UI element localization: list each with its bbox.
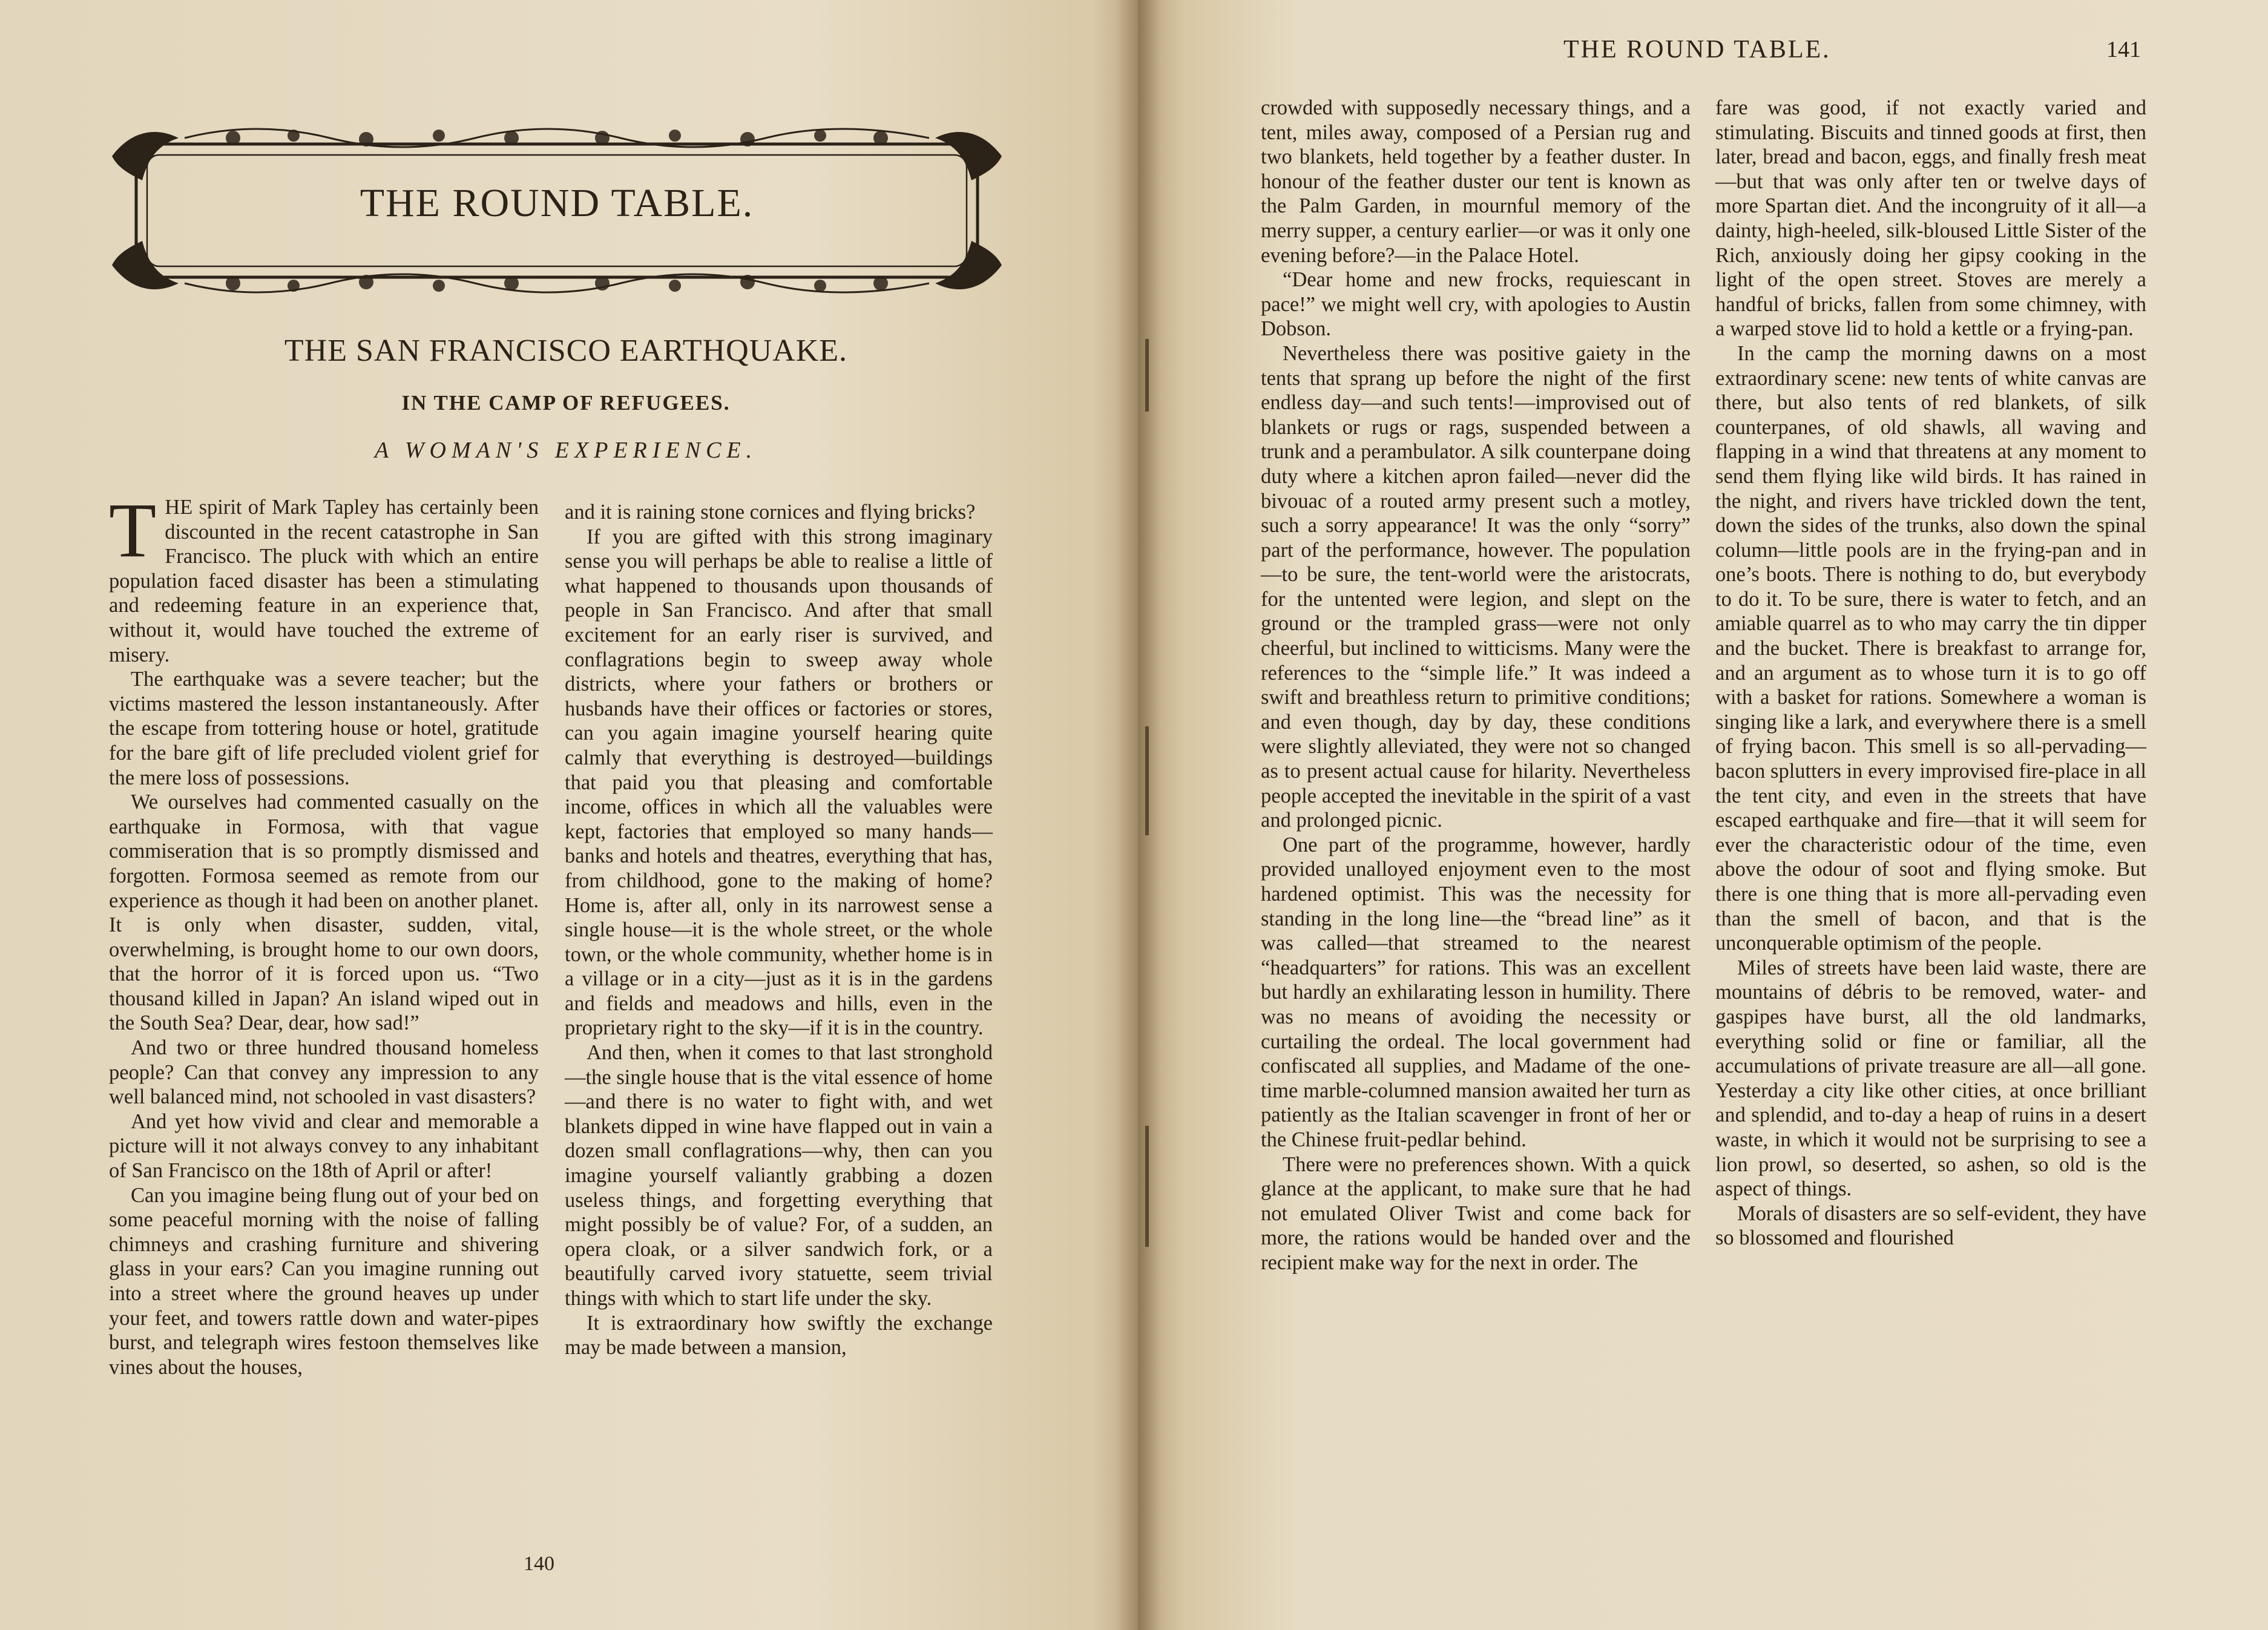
margin-mark	[1145, 1126, 1149, 1247]
page-number-right: 141	[2106, 37, 2141, 62]
paragraph: There were no preferences shown. With a quick glance at the applicant, to make sure that he had not emulated Oliver Twist and come back for more, the rations would be handed over and the recipient make way for the next in order. The	[1261, 1152, 1691, 1274]
article-headline: THE SAN FRANCISCO EARTHQUAKE.	[284, 334, 848, 368]
drop-cap: T	[109, 487, 157, 573]
article-byline: A WOMAN'S EXPERIENCE.	[374, 438, 758, 463]
right-column-1	[1261, 96, 1691, 1275]
paragraph: Miles of streets have been laid waste, there are mountains of débris to be removed, water- and gaspipes have burst, all the old landmarks, everything solid or fine or familiar, all the accumulations of private treasure are all—all gone. Yesterday a city like other cities, at once brilliant and splendid, and to-day a heap of ruins in a desert waste, in which it would not be surprising to see a lion prowl, so deserted, so ashen, so old is the aspect of things.	[1715, 956, 2146, 1201]
banner-title: THE ROUND TABLE.	[360, 181, 754, 225]
margin-mark	[1145, 726, 1149, 835]
margin-mark	[1145, 339, 1149, 412]
paragraph: If you are gifted with this strong imaginary sense you will perhaps be able to realise a little of what happened to thousands upon thousands of people in San Francisco. And after that small excitement for an early riser is survived, and conflagrations begin to sweep away whole districts, where your fathers or brothers or husbands have their offices or factories or stores, can you again imagine yourself hearing quite calmly that everything is destroyed—buildings that paid you that pleasing and comfortable income, offices in which all the valuables were kept, factories that employed so many hands—banks and hotels and theatres, everything that has, from childhood, gone to the making of home? Home is, after all, only in its narrowest sense a single house—it is the whole street, or the whole town, or the whole community, whether home is in a village or in a city—just as it is in the gardens and fields and meadows and hills, even in the proprietary right to the sky—if it is in the country.	[565, 525, 993, 1040]
paragraph: fare was good, if not exactly varied and stimulating. Biscuits and tinned goods at first, then later, bread and bacon, eggs, and finally fresh meat—but that was only after ten or twelve days of more Spartan diet. And the incongruity of it all—a dainty, high-heeled, silk-bloused Little Sister of the Rich, anxiously doing her gipsy cooking in the light of the open street. Stoves are merely a handful of bricks, fallen from some chimney, with a warped stove lid to hold a kettle or a frying-pan.	[1715, 96, 2146, 341]
paragraph: Morals of disasters are so self-evident, they have so blossomed and flourished	[1715, 1201, 2146, 1250]
article-subhead: IN THE CAMP OF REFUGEES.	[401, 391, 731, 415]
right-page	[1138, 0, 2268, 1630]
paragraph: And two or three hundred thousand homeless people? Can that convey any impression to any well balanced mind, not schooled in vast disasters?	[109, 1036, 539, 1109]
book-gutter	[1115, 0, 1161, 1630]
paragraph: “Dear home and new frocks, requiescant in pace!” we might well cry, with apologies to Austin Dobson.	[1261, 268, 1691, 341]
paragraph: Can you imagine being flung out of your bed on some peaceful morning with the noise of falling chimneys and crashing furniture and shivering glass in your ears? Can you imagine running out into a street where the ground heaves up under your feet, and towers rattle down and water-pipes burst, and telegraph wires festoon themselves like vines about the houses,	[109, 1183, 539, 1379]
paragraph: We ourselves had commented casually on the earthquake in Formosa, with that vague commiseration that is so promptly dismissed and forgotten. Formosa seemed as remote from our experience as though it had been on another planet. It is only when disaster, sudden, vital, overwhelming, is brought home to our own doors, that the horror of it is forced upon us. “Two thousand killed in Japan? An island wiped out in the South Sea? Dear, dear, how sad!”	[109, 790, 539, 1035]
title-banner	[112, 120, 1002, 301]
paragraph: The earthquake was a severe teacher; but the victims mastered the lesson instantaneously. After the escape from tottering house or hotel, gratitude for the bare gift of life precluded violent grief for the mere loss of possessions.	[109, 668, 539, 789]
paragraph: In the camp the morning dawns on a most extraordinary scene: new tents of white canvas are there, but also tents of red blankets, of silk counterpanes, of old shawls, all waving and flapping in a wind that threatens at any moment to send them flying like wild birds. It has rained in the night, and rivers have trickled down the tent, down the sides of the trunks, also down the spinal column—little pools are in the frying-pan and in one’s boots. There is nothing to do, but everybody to do it. To be sure, there is water to fetch, and an amiable quarrel as to who may carry the tin dipper and the bucket. There is breakfast to arrange for, and an argument as to whose turn it is to go off with a basket for rations. Somewhere a woman is singing like a lark, and everywhere there is a smell of frying bacon. This smell is so all-pervading—bacon splutters in every improvised fire-place in all the tent city, and even in the streets that have escaped earthquake and fire—that it will seem for ever the characteristic odour of the time, even above the odour of soot and flying smoke. But there is one thing that is more all-pervading even than the smell of bacon, and that is the unconquerable optimism of the people.	[1715, 341, 2146, 955]
paragraph: HE spirit of Mark Tapley has certainly been discounted in the recent catastrophe in San Francisco. The pluck with which an entire population faced disaster has been a stimulating and redeeming feature in an experience that, without it, would have touched the extreme of misery.	[109, 496, 539, 666]
paragraph: crowded with supposedly necessary things, and a tent, miles away, composed of a Persian rug and two blankets, held together by a feather duster. In honour of the feather duster our tent is known as the Palm Garden, in mournful memory of the merry supper, a century earlier—or was it only one evening before?—in the Palace Hotel.	[1261, 96, 1691, 267]
page-number-left: 140	[524, 1553, 554, 1575]
paragraph: And then, when it comes to that last stronghold—the single house that is the vital essence of home—and there is no water to fight with, and wet blankets dipped in wine have flapped out in vain a dozen small conflagrations—why, then can you imagine yourself valiantly grabbing a dozen useless things, and forgetting everything that might possibly be of value? For, of a sudden, an opera cloak, or a silver sandwich fork, or a beautifully carved ivory statuette, seem trivial things with which to start life under the sky.	[565, 1041, 993, 1310]
left-column-1	[109, 487, 539, 1379]
running-head: THE ROUND TABLE.	[1563, 36, 1831, 64]
right-column-2	[1715, 96, 2146, 1250]
paragraph: and it is raining stone cornices and flying bricks?	[565, 501, 976, 524]
paragraph: And yet how vivid and clear and memorable a picture will it not always convey to any inhabitant of San Francisco on the 18th of April or after!	[109, 1109, 539, 1183]
left-column-2	[565, 500, 993, 1360]
paragraph: One part of the programme, however, hardly provided unalloyed enjoyment even to the most hardened optimist. This was the necessity for standing in the long line—the “bread line” as it was called—that streamed to the nearest “headquarters” for rations. This was an excellent but hardly an exhilarating lesson in humility. There was no means of avoiding the necessity or curtailing the ordeal. The local government had confiscated all supplies, and Madame of the one-time marble-columned mansion awaited her turn as patiently as the Italian scavenger in front of her or the Chinese fruit-pedlar behind.	[1261, 833, 1691, 1151]
paragraph: It is extraordinary how swiftly the exchange may be made between a mansion,	[565, 1311, 993, 1359]
paragraph: Nevertheless there was positive gaiety in the tents that sprang up before the night of the first endless day—and such tents!—improvised out of blankets or rugs or rags, suspended between a trunk and a perambulator. A silk counterpane doing duty where a kitchen apron failed—never did the bivouac of a routed army present such a motley, such a sorry appearance! It was the only “sorry” part of the performance, however. The population—to be sure, the tent-world were the aristocrats, for the untented were legion, and slept on the ground or the trampled grass—were not only cheerful, but inclined to witticisms. Many were the references to the “simple life.” It was indeed a swift and breathless return to primitive conditions; and even though, day by day, these conditions were slightly alleviated, they were not so changed as to present actual cause for hilarity. Nevertheless people accepted the inevitable in the spirit of a vast and prolonged picnic.	[1261, 341, 1691, 832]
